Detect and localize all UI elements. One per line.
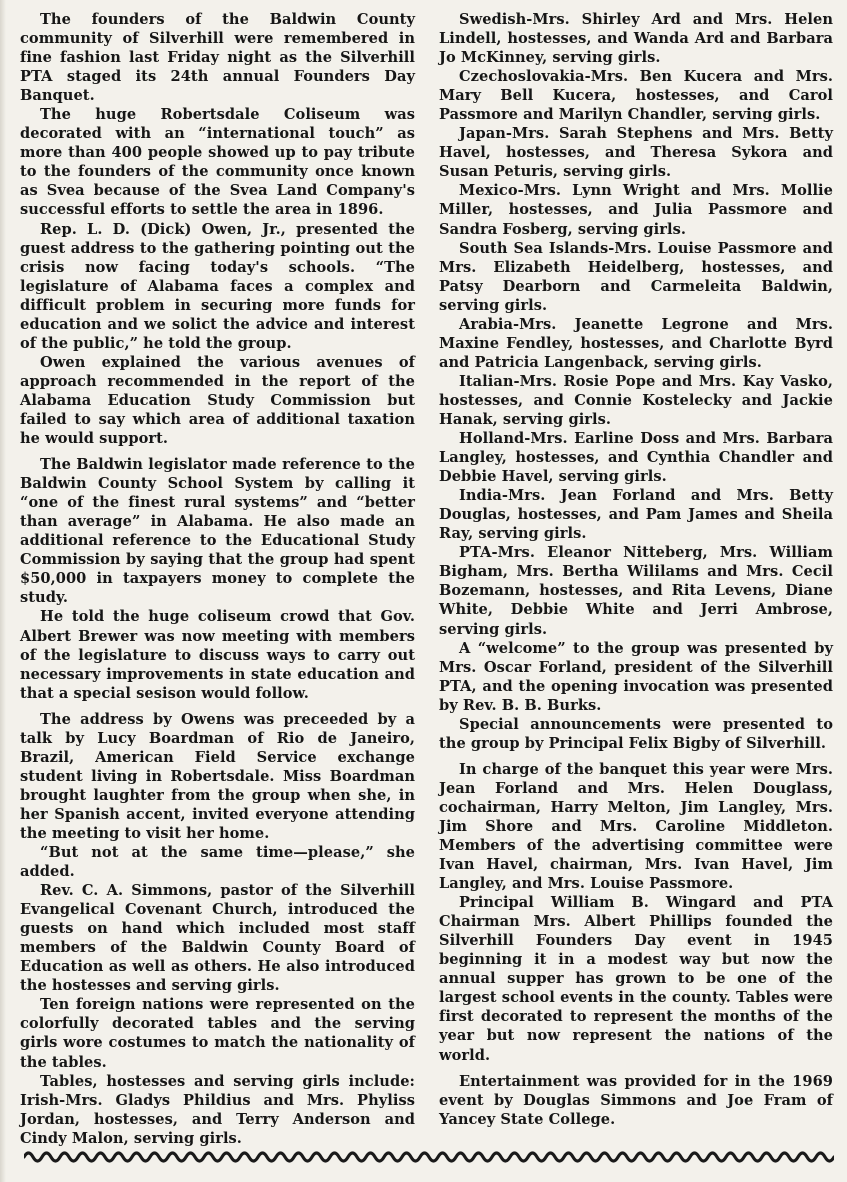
paragraph-table-india: India-Mrs. Jean Forland and Mrs. Betty Douglas, hostesses, and Pam James and Sheila Ray, serving girls. — [439, 487, 833, 543]
paragraph-table-arabia: Arabia-Mrs. Jeanette Legrone and Mrs. Maxine Fendley, hostesses, and Charlotte Byrd and Patricia Langenback, serving girls. — [439, 315, 833, 371]
right-column — [439, 10, 833, 1148]
paragraph-entertainment: Entertainment was provided for in the 1969 event by Douglas Simmons and Joe Fram of Yancey State College. — [439, 1072, 833, 1128]
paragraph-welcome: A “welcome” to the group was presented by Mrs. Oscar Forland, president of the Silverhill PTA, and the opening invocation was presented by Rev. B. B. Burks. — [439, 639, 833, 714]
paragraph-banquet-committee: In charge of the banquet this year were Mrs. Jean Forland and Mrs. Helen Douglass, cochairman, Harry Melton, Jim Langley, Mrs. Jim Shore and Mrs. Caroline Middleton. Members of the advertising committee were Ivan Havel, chairman, Mrs. Ivan Havel, Jim Langley, and Mrs. Louise Passmore. — [439, 760, 833, 893]
paragraph-quote-not-same-time: “But not at the same time—please,” she added. — [20, 844, 415, 881]
paragraph-table-japan: Japan-Mrs. Sarah Stephens and Mrs. Betty Havel, hostesses, and Theresa Sykora and Susan Peturis, serving girls. — [439, 125, 833, 181]
paragraph-table-mexico: Mexico-Mrs. Lynn Wright and Mrs. Mollie Miller, hostesses, and Julia Passmore and Sandra Fosberg, serving girls. — [439, 182, 833, 238]
paragraph-lucy-boardman: The address by Owens was preceeded by a talk by Lucy Boardman of Rio de Janeiro, Brazil, American Field Service exchange student living in Robertsdale. Miss Boardman brought laughter from the group when she, in her Spanish accent, invited everyone attending the meeting to visit her home. — [20, 710, 415, 842]
paragraph-tables-irish: Tables, hostesses and serving girls include: Irish-Mrs. Gladys Phildius and Mrs. Phyliss Jordan, hostesses, and Terry Anderson and Cindy Malon, serving girls. — [20, 1072, 415, 1147]
paragraph-table-holland: Holland-Mrs. Earline Doss and Mrs. Barbara Langley, hostesses, and Cynthia Chandler and Debbie Havel, serving girls. — [439, 430, 833, 486]
left-column — [20, 10, 415, 1148]
paragraph-coliseum-decorated: The huge Robertsdale Coliseum was decorated with an “international touch” as more than 400 people showed up to pay tribute to the founders of the community once known as Svea because of the Svea Land Company's successful efforts to settle the area in 1896. — [20, 106, 415, 219]
paragraph-gov-brewer: He told the huge coliseum crowd that Gov. Albert Brewer was now meeting with members of the legislature to discuss ways to carry out necessary improvements in state education and that a special sesison would follow. — [20, 608, 415, 702]
paragraph-announcements: Special announcements were presented to the group by Principal Felix Bigby of Silverhill. — [439, 715, 833, 752]
paragraph-ten-nations: Ten foreign nations were represented on the colorfully decorated tables and the serving girls wore costumes to match the nationality of the tables. — [20, 996, 415, 1071]
paragraph-table-south-sea-islands: South Sea Islands-Mrs. Louise Passmore and Mrs. Elizabeth Heidelberg, hostesses, and Patsy Dearborn and Carmeleita Baldwin, serving girls. — [439, 239, 833, 314]
paragraph-school-system: The Baldwin legislator made reference to the Baldwin County School System by calling it “one of the finest rural systems” and “better than average” in Alabama. He also made an additional reference to the Educational Study Commission by saying that the group had spent $50,000 in taxpayers money to complete the study. — [20, 456, 415, 607]
paragraph-table-pta: PTA-Mrs. Eleanor Nitteberg, Mrs. William Bigham, Mrs. Bertha Wililams and Mrs. Cecil Bozemann, hostesses, and Rita Levens, Diane White, Debbie White and Jerri Ambrose, serving girls. — [439, 544, 833, 638]
paragraph-owen-address: Rep. L. D. (Dick) Owen, Jr., presented the guest address to the gathering pointing out the crisis now facing today's schools. “The legislature of Alabama faces a complex and difficult problem in securing more funds for education and we solict the advice and interest of the public,” he told the group. — [20, 220, 415, 352]
wavy-border-ornament — [24, 1147, 834, 1167]
paragraph-rev-simmons: Rev. C. A. Simmons, pastor of the Silverhill Evangelical Covenant Church, introduced the guests on hand which included most staff members of the Baldwin County Board of Education as well as others. He also introduced the hostesses and serving girls. — [20, 882, 415, 995]
paper-edge-shadow — [0, 0, 6, 1182]
paragraph-table-swedish: Swedish-Mrs. Shirley Ard and Mrs. Helen Lindell, hostesses, and Wanda Ard and Barbara Jo McKinney, serving girls. — [439, 11, 833, 67]
article-columns — [20, 10, 833, 1148]
paragraph-founders-remembered: The founders of the Baldwin County community of Silverhill were remembered in fine fashion last Friday night as the Silverhill PTA staged its 24th annual Founders Day Banquet. — [20, 11, 415, 105]
paragraph-owen-avenues: Owen explained the various avenues of approach recommended in the report of the Alabama Education Study Commission but failed to say which area of additional taxation he would support. — [20, 353, 415, 448]
paragraph-event-history: Principal William B. Wingard and PTA Chairman Mrs. Albert Phillips founded the Silverhill Founders Day event in 1945 beginning it in a modest way but now the annual supper has grown to be one of the largest school events in the county. Tables were first decorated to represent the months of the year but now represent the nations of the world. — [439, 894, 833, 1064]
paragraph-table-italian: Italian-Mrs. Rosie Pope and Mrs. Kay Vasko, hostesses, and Connie Kostelecky and Jackie Hanak, serving girls. — [439, 372, 833, 428]
paragraph-table-czechoslovakia: Czechoslovakia-Mrs. Ben Kucera and Mrs. Mary Bell Kucera, hostesses, and Carol Passmore and Marilyn Chandler, serving girls. — [439, 68, 833, 124]
